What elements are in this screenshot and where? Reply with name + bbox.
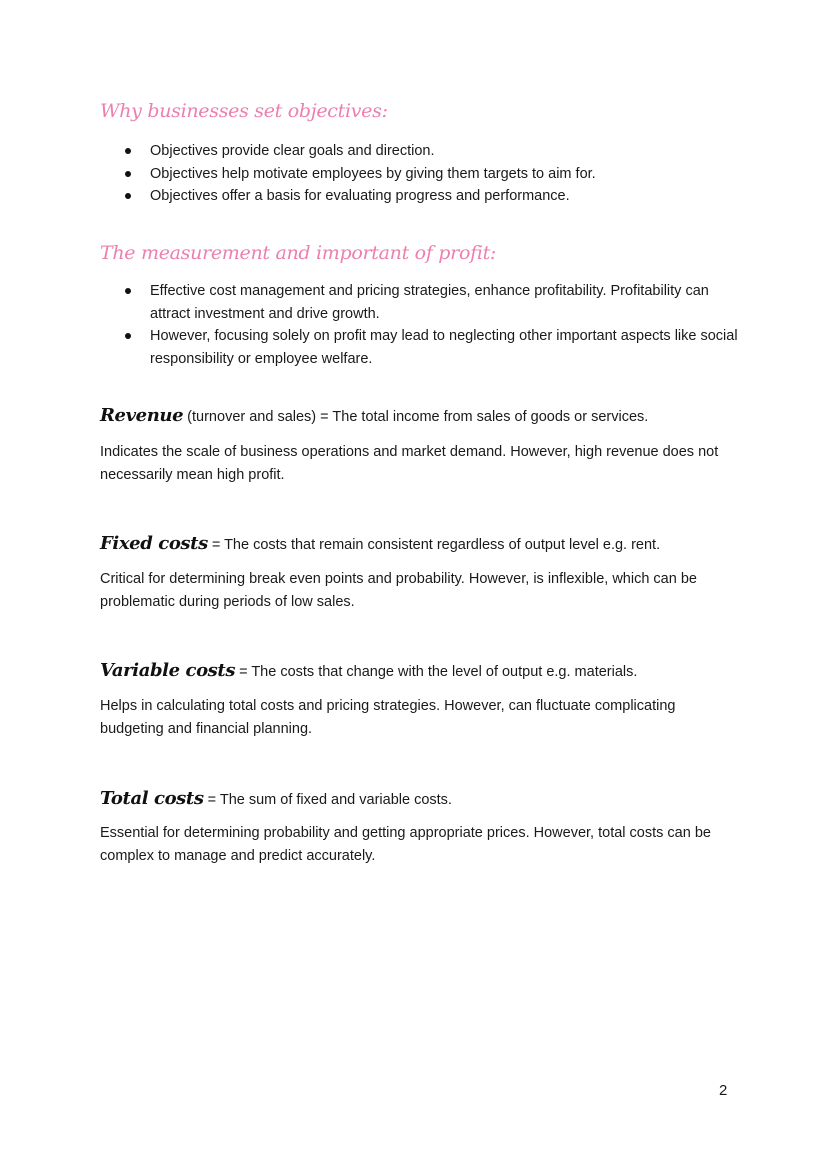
list-item: Objectives provide clear goals and direction. (100, 140, 740, 163)
bullet-icon (125, 288, 131, 294)
total-costs-term: Total costs (100, 788, 204, 809)
variable-costs-term: Variable costs (100, 660, 236, 681)
fixed-costs-explanation: Critical for determining break even points and probability. However, is inflexible, which can be problematic during periods of low sales. (100, 571, 697, 610)
list-item: However, focusing solely on profit may lead to neglecting other important aspects like social responsibility or employee welfare. (100, 325, 740, 370)
total-costs-explanation: Essential for determining probability and getting appropriate prices. However, total costs can be complex to manage and predict accurately. (100, 825, 711, 864)
list-item: Objectives help motivate employees by giving them targets to aim for. (100, 163, 740, 186)
objectives-list (100, 140, 740, 208)
variable-costs-explanation: Helps in calculating total costs and pricing strategies. However, can fluctuate complicating budgeting and financial planning. (100, 698, 676, 737)
profit-heading: The measurement and important of profit: (100, 242, 497, 264)
revenue-definition: Revenue (turnover and sales) = The total income from sales of goods or services. (100, 405, 649, 426)
objectives-heading: Why businesses set objectives: (100, 100, 388, 122)
bullet-icon (125, 148, 131, 154)
list-item: Effective cost management and pricing strategies, enhance profitability. Profitability can attract investment and drive growth. (100, 280, 740, 325)
bullet-icon (125, 193, 131, 199)
revenue-term: Revenue (100, 405, 184, 426)
profit-list (100, 280, 740, 370)
page-number: 2 (719, 1082, 728, 1099)
bullet-icon (125, 333, 131, 339)
fixed-costs-term: Fixed costs (100, 533, 208, 554)
total-costs-definition: Total costs = The sum of fixed and variable costs. (100, 788, 452, 809)
list-item: Objectives offer a basis for evaluating progress and performance. (100, 185, 740, 208)
bullet-icon (125, 171, 131, 177)
revenue-explanation: Indicates the scale of business operations and market demand. However, high revenue does not necessarily mean high profit. (100, 444, 719, 483)
variable-costs-definition: Variable costs = The costs that change with the level of output e.g. materials. (100, 660, 638, 681)
fixed-costs-definition: Fixed costs = The costs that remain consistent regardless of output level e.g. rent. (100, 533, 661, 554)
